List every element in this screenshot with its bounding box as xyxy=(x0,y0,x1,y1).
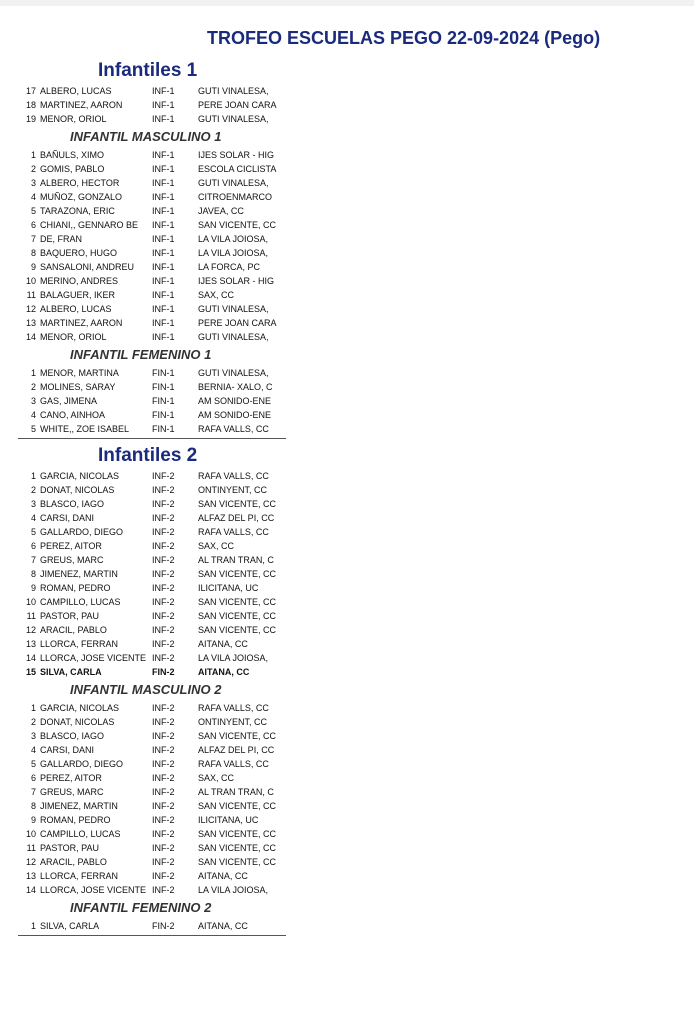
result-row xyxy=(18,595,286,609)
rider-club: AL TRAN TRAN, C xyxy=(198,555,274,565)
position: 5 xyxy=(30,759,36,769)
rider-club: SAN VICENTE, CC xyxy=(198,569,277,579)
result-row xyxy=(18,380,286,394)
rider-category: INF-2 xyxy=(152,527,175,537)
rider-club: ONTINYENT, CC xyxy=(198,485,268,495)
rider-category: INF-2 xyxy=(152,625,175,635)
block-title: Infantiles 1 xyxy=(98,60,198,81)
position: 13 xyxy=(25,871,36,881)
rider-category: INF-1 xyxy=(152,332,175,342)
page-title: TROFEO ESCUELAS PEGO 22-09-2024 (Pego) xyxy=(207,28,601,48)
result-row xyxy=(18,422,286,436)
rider-category: FIN-1 xyxy=(152,382,175,392)
rider-club: LA VILA JOIOSA, xyxy=(198,234,269,244)
rider-category: INF-2 xyxy=(152,541,175,551)
rider-club: PERE JOAN CARA xyxy=(198,100,277,110)
result-row xyxy=(18,469,286,483)
position: 13 xyxy=(25,639,36,649)
position: 5 xyxy=(30,206,36,216)
result-row xyxy=(18,190,286,204)
position: 3 xyxy=(30,499,36,509)
rider-category: INF-1 xyxy=(152,304,175,314)
result-row xyxy=(18,637,286,651)
rider-club: LA VILA JOIOSA, xyxy=(198,885,269,895)
rider-club: SAX, CC xyxy=(198,290,235,300)
result-row xyxy=(18,525,286,539)
rider-name: MARTINEZ, AARON xyxy=(40,318,123,328)
rider-name: CAMPILLO, LUCAS xyxy=(40,597,121,607)
rider-category: INF-2 xyxy=(152,885,175,895)
category-section xyxy=(18,897,286,933)
rider-name: TARAZONA, ERIC xyxy=(40,206,115,216)
result-row xyxy=(18,785,286,799)
rider-name: MENOR, ORIOL xyxy=(40,332,107,342)
rider-club: GUTI VINALESA, xyxy=(198,368,269,378)
rider-club: IJES SOLAR - HIG xyxy=(198,276,275,286)
result-row xyxy=(18,204,286,218)
rider-club: BERNIA- XALO, C xyxy=(198,382,273,392)
rider-name: PEREZ, AITOR xyxy=(40,541,102,551)
rider-club: AITANA, CC xyxy=(198,667,250,677)
rider-name: GAS, JIMENA xyxy=(40,396,98,406)
position: 10 xyxy=(25,276,36,286)
category-title: INFANTIL MASCULINO 1 xyxy=(70,129,222,144)
rider-club: SAN VICENTE, CC xyxy=(198,801,277,811)
position: 14 xyxy=(25,332,36,342)
rider-category: INF-1 xyxy=(152,150,175,160)
rider-category: INF-2 xyxy=(152,611,175,621)
position: 13 xyxy=(25,318,36,328)
result-row xyxy=(18,246,286,260)
result-row xyxy=(18,651,286,665)
rider-name: BALAGUER, IKER xyxy=(40,290,116,300)
rider-name: BLASCO, IAGO xyxy=(40,731,105,741)
rider-name: MERINO, ANDRES xyxy=(40,276,119,286)
rider-name: MARTINEZ, AARON xyxy=(40,100,123,110)
rider-name: DE, FRAN xyxy=(40,234,83,244)
category-title: INFANTIL FEMENINO 2 xyxy=(70,900,212,915)
result-row xyxy=(18,869,286,883)
rider-name: PASTOR, PAU xyxy=(40,611,100,621)
result-row xyxy=(18,330,286,344)
top-edge xyxy=(0,0,694,6)
position: 4 xyxy=(30,513,36,523)
rider-name: ROMAN, PEDRO xyxy=(40,815,111,825)
position: 14 xyxy=(25,653,36,663)
rider-category: INF-1 xyxy=(152,220,175,230)
position: 8 xyxy=(30,569,36,579)
position: 10 xyxy=(25,597,36,607)
rider-club: AL TRAN TRAN, C xyxy=(198,787,274,797)
result-row xyxy=(18,302,286,316)
rider-name: GREUS, MARC xyxy=(40,555,104,565)
rider-club: LA VILA JOIOSA, xyxy=(198,653,269,663)
position: 1 xyxy=(30,703,36,713)
rider-club: SAN VICENTE, CC xyxy=(198,597,277,607)
rider-name: MENOR, ORIOL xyxy=(40,114,107,124)
position: 19 xyxy=(25,114,36,124)
rider-name: GARCIA, NICOLAS xyxy=(40,471,120,481)
rider-name: ALBERO, HECTOR xyxy=(40,178,120,188)
position: 7 xyxy=(30,234,36,244)
result-row xyxy=(18,757,286,771)
rider-name: SILVA, CARLA xyxy=(40,921,100,931)
rider-club: RAFA VALLS, CC xyxy=(198,424,269,434)
rider-category: INF-1 xyxy=(152,262,175,272)
rider-category: INF-2 xyxy=(152,717,175,727)
rider-club: ALFAZ DEL PI, CC xyxy=(198,513,275,523)
rider-category: INF-1 xyxy=(152,192,175,202)
category-section xyxy=(18,126,286,344)
position: 7 xyxy=(30,787,36,797)
rider-name: CANO, AINHOA xyxy=(40,410,106,420)
rider-club: AITANA, CC xyxy=(198,871,248,881)
rider-club: SAN VICENTE, CC xyxy=(198,843,277,853)
rider-category: INF-2 xyxy=(152,569,175,579)
position: 2 xyxy=(30,164,36,174)
result-row xyxy=(18,316,286,330)
rider-category: INF-2 xyxy=(152,485,175,495)
position: 12 xyxy=(25,857,36,867)
rider-club: GUTI VINALESA, xyxy=(198,178,269,188)
result-row xyxy=(18,162,286,176)
rider-category: INF-2 xyxy=(152,801,175,811)
rider-name: GALLARDO, DIEGO xyxy=(40,759,124,769)
rider-category: INF-2 xyxy=(152,597,175,607)
rider-club: CITROENMARCO xyxy=(198,192,272,202)
result-row xyxy=(18,84,286,98)
rider-club: AM SONIDO-ENE xyxy=(198,410,272,420)
position: 6 xyxy=(30,541,36,551)
rider-name: GOMIS, PABLO xyxy=(40,164,105,174)
rider-name: LLORCA, JOSE VICENTE xyxy=(40,653,147,663)
position: 2 xyxy=(30,382,36,392)
position: 17 xyxy=(25,86,36,96)
position: 14 xyxy=(25,885,36,895)
result-row xyxy=(18,813,286,827)
position: 9 xyxy=(30,262,36,272)
rider-name: BAQUERO, HUGO xyxy=(40,248,118,258)
rider-category: INF-2 xyxy=(152,745,175,755)
result-row xyxy=(18,218,286,232)
rider-name: WHITE,, ZOE ISABEL xyxy=(40,424,130,434)
rider-name: PEREZ, AITOR xyxy=(40,773,102,783)
result-row xyxy=(18,274,286,288)
result-row xyxy=(18,288,286,302)
rider-category: INF-2 xyxy=(152,731,175,741)
rider-category: INF-2 xyxy=(152,639,175,649)
result-row xyxy=(18,919,286,933)
rider-name: BAÑULS, XIMO xyxy=(40,150,105,160)
position: 12 xyxy=(25,625,36,635)
result-row xyxy=(18,539,286,553)
rider-category: FIN-1 xyxy=(152,368,175,378)
rider-category: INF-1 xyxy=(152,276,175,286)
result-row xyxy=(18,743,286,757)
rider-club: ILICITANA, UC xyxy=(198,815,259,825)
position: 4 xyxy=(30,745,36,755)
rider-category: INF-2 xyxy=(152,871,175,881)
rider-club: SAN VICENTE, CC xyxy=(198,731,277,741)
rider-category: INF-2 xyxy=(152,857,175,867)
position: 9 xyxy=(30,583,36,593)
rider-name: BLASCO, IAGO xyxy=(40,499,105,509)
result-row xyxy=(18,567,286,581)
results-content xyxy=(18,58,286,940)
position: 6 xyxy=(30,773,36,783)
result-row xyxy=(18,366,286,380)
rider-category: INF-1 xyxy=(152,164,175,174)
result-row xyxy=(18,511,286,525)
category-section xyxy=(18,469,286,679)
rider-category: FIN-2 xyxy=(152,921,175,931)
rider-club: GUTI VINALESA, xyxy=(198,86,269,96)
rider-name: LLORCA, JOSE VICENTE xyxy=(40,885,147,895)
rider-category: INF-2 xyxy=(152,829,175,839)
rider-club: SAX, CC xyxy=(198,541,235,551)
rider-category: INF-2 xyxy=(152,773,175,783)
result-row xyxy=(18,855,286,869)
rider-club: LA FORCA, PC xyxy=(198,262,261,272)
position: 3 xyxy=(30,396,36,406)
position: 1 xyxy=(30,921,36,931)
category-title: INFANTIL FEMENINO 1 xyxy=(70,347,212,362)
rider-category: FIN-1 xyxy=(152,396,175,406)
rider-category: INF-2 xyxy=(152,555,175,565)
rider-name: LLORCA, FERRAN xyxy=(40,639,119,649)
result-row xyxy=(18,98,286,112)
result-row xyxy=(18,609,286,623)
rider-category: FIN-1 xyxy=(152,410,175,420)
result-row xyxy=(18,112,286,126)
result-row xyxy=(18,729,286,743)
rider-name: LLORCA, FERRAN xyxy=(40,871,119,881)
position: 5 xyxy=(30,527,36,537)
rider-club: AITANA, CC xyxy=(198,639,248,649)
rider-category: INF-1 xyxy=(152,206,175,216)
rider-name: DONAT, NICOLAS xyxy=(40,485,115,495)
rider-category: INF-2 xyxy=(152,513,175,523)
position: 11 xyxy=(26,611,36,621)
result-row xyxy=(18,841,286,855)
rider-name: PASTOR, PAU xyxy=(40,843,100,853)
rider-name: JIMENEZ, MARTIN xyxy=(40,801,118,811)
rider-club: IJES SOLAR - HIG xyxy=(198,150,275,160)
rider-club: ONTINYENT, CC xyxy=(198,717,268,727)
result-row xyxy=(18,408,286,422)
rider-category: INF-2 xyxy=(152,843,175,853)
rider-category: INF-2 xyxy=(152,471,175,481)
rider-name: MOLINES, SARAY xyxy=(40,382,116,392)
result-row xyxy=(18,497,286,511)
rider-category: INF-1 xyxy=(152,318,175,328)
rider-club: GUTI VINALESA, xyxy=(198,304,269,314)
position: 18 xyxy=(25,100,36,110)
result-row xyxy=(18,665,286,679)
rider-club: RAFA VALLS, CC xyxy=(198,471,269,481)
result-row xyxy=(18,799,286,813)
rider-name: ROMAN, PEDRO xyxy=(40,583,111,593)
rider-club: SAN VICENTE, CC xyxy=(198,611,277,621)
result-row xyxy=(18,581,286,595)
rider-club: AITANA, CC xyxy=(198,921,248,931)
result-row xyxy=(18,623,286,637)
rider-category: INF-1 xyxy=(152,248,175,258)
rider-name: DONAT, NICOLAS xyxy=(40,717,115,727)
rider-category: INF-2 xyxy=(152,583,175,593)
rider-name: GALLARDO, DIEGO xyxy=(40,527,124,537)
result-row xyxy=(18,148,286,162)
rider-club: PERE JOAN CARA xyxy=(198,318,277,328)
rider-name: MENOR, MARTINA xyxy=(40,368,119,378)
rider-category: INF-1 xyxy=(152,178,175,188)
position: 11 xyxy=(26,843,36,853)
result-row xyxy=(18,394,286,408)
position: 11 xyxy=(26,290,36,300)
result-row xyxy=(18,715,286,729)
rider-category: FIN-2 xyxy=(152,667,175,677)
result-row xyxy=(18,771,286,785)
position: 3 xyxy=(30,178,36,188)
rider-name: CARSI, DANI xyxy=(40,745,95,755)
rider-category: INF-2 xyxy=(152,759,175,769)
position: 3 xyxy=(30,731,36,741)
position: 2 xyxy=(30,717,36,727)
rider-club: GUTI VINALESA, xyxy=(198,114,269,124)
rider-name: CHIANI,, GENNARO BE xyxy=(40,220,139,230)
rider-club: LA VILA JOIOSA, xyxy=(198,248,269,258)
result-row xyxy=(18,260,286,274)
rider-name: GARCIA, NICOLAS xyxy=(40,703,120,713)
rider-category: INF-1 xyxy=(152,290,175,300)
rider-name: SILVA, CARLA xyxy=(40,667,102,677)
rider-name: MUÑOZ, GONZALO xyxy=(40,192,123,202)
rider-category: INF-1 xyxy=(152,114,175,124)
rider-club: JAVEA, CC xyxy=(198,206,244,216)
position: 1 xyxy=(30,150,36,160)
rider-club: SAN VICENTE, CC xyxy=(198,625,277,635)
rider-club: SAN VICENTE, CC xyxy=(198,829,277,839)
result-row xyxy=(18,883,286,897)
result-row xyxy=(18,701,286,715)
rider-name: ALBERO, LUCAS xyxy=(40,86,112,96)
rider-club: SAN VICENTE, CC xyxy=(198,499,277,509)
rider-category: INF-2 xyxy=(152,703,175,713)
position: 1 xyxy=(30,368,36,378)
rider-club: GUTI VINALESA, xyxy=(198,332,269,342)
rider-name: GREUS, MARC xyxy=(40,787,104,797)
rider-category: INF-1 xyxy=(152,86,175,96)
position: 4 xyxy=(30,192,36,202)
results-block xyxy=(18,58,286,439)
category-section xyxy=(18,84,286,126)
rider-club: SAN VICENTE, CC xyxy=(198,857,277,867)
rider-name: JIMENEZ, MARTIN xyxy=(40,569,118,579)
rider-club: SAN VICENTE, CC xyxy=(198,220,277,230)
rider-name: CAMPILLO, LUCAS xyxy=(40,829,121,839)
rider-category: FIN-1 xyxy=(152,424,175,434)
rider-club: SAX, CC xyxy=(198,773,235,783)
rider-category: INF-1 xyxy=(152,234,175,244)
rider-category: INF-1 xyxy=(152,100,175,110)
rider-club: RAFA VALLS, CC xyxy=(198,759,269,769)
result-row xyxy=(18,232,286,246)
category-section xyxy=(18,344,286,436)
position: 6 xyxy=(30,220,36,230)
rider-club: ESCOLA CICLISTA xyxy=(198,164,277,174)
category-section xyxy=(18,679,286,897)
rider-category: INF-2 xyxy=(152,787,175,797)
rider-club: ALFAZ DEL PI, CC xyxy=(198,745,275,755)
block-title: Infantiles 2 xyxy=(98,445,198,466)
position: 10 xyxy=(25,829,36,839)
rider-name: SANSALONI, ANDREU xyxy=(40,262,135,272)
position: 15 xyxy=(25,667,36,677)
result-row xyxy=(18,827,286,841)
position: 4 xyxy=(30,410,36,420)
result-row xyxy=(18,553,286,567)
position: 2 xyxy=(30,485,36,495)
rider-category: INF-2 xyxy=(152,499,175,509)
result-row xyxy=(18,176,286,190)
rider-club: AM SONIDO-ENE xyxy=(198,396,272,406)
rider-category: INF-2 xyxy=(152,815,175,825)
rider-club: RAFA VALLS, CC xyxy=(198,527,269,537)
position: 12 xyxy=(25,304,36,314)
position: 8 xyxy=(30,801,36,811)
rider-name: ARACIL, PABLO xyxy=(40,857,107,867)
results-block xyxy=(18,443,286,936)
rider-name: CARSI, DANI xyxy=(40,513,95,523)
position: 7 xyxy=(30,555,36,565)
rider-name: ARACIL, PABLO xyxy=(40,625,107,635)
category-title: INFANTIL MASCULINO 2 xyxy=(70,682,222,697)
rider-name: ALBERO, LUCAS xyxy=(40,304,112,314)
rider-category: INF-2 xyxy=(152,653,175,663)
rider-club: ILICITANA, UC xyxy=(198,583,259,593)
result-row xyxy=(18,483,286,497)
position: 9 xyxy=(30,815,36,825)
position: 5 xyxy=(30,424,36,434)
position: 8 xyxy=(30,248,36,258)
position: 1 xyxy=(30,471,36,481)
rider-club: RAFA VALLS, CC xyxy=(198,703,269,713)
